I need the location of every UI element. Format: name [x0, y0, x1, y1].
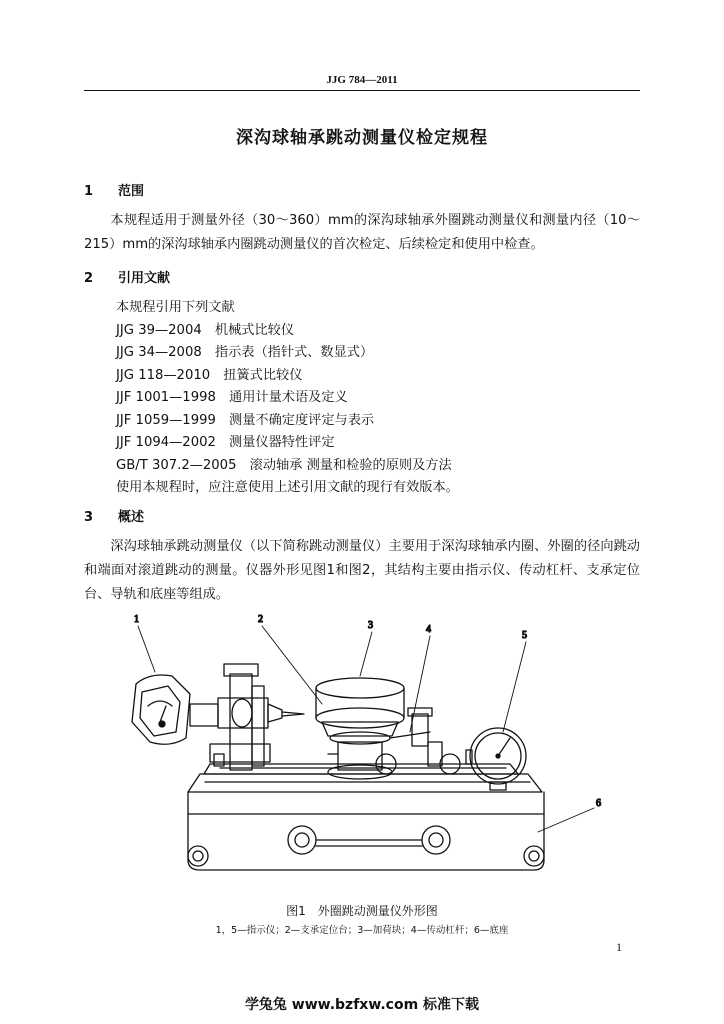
- reference-item: JJG 34—2008 指示表（指针式、数显式）: [116, 345, 374, 360]
- load-block: [316, 678, 404, 744]
- figure-caption: 图1 外圈跳动测量仪外形图: [286, 904, 438, 918]
- runout-gauge-figure: [110, 614, 620, 892]
- section-title: 概述: [118, 510, 145, 525]
- callout-label: 1: [134, 614, 139, 625]
- section-1-heading: [84, 180, 144, 199]
- references-list: [116, 297, 640, 500]
- reference-item: JJF 1094—2002 测量仪器特性评定: [116, 435, 335, 450]
- section-number: 1: [84, 184, 94, 199]
- callout-label: 5: [522, 630, 527, 641]
- reference-item: GB/T 307.2—2005 滚动轴承 测量和检验的原则及方法: [116, 457, 452, 473]
- callout-label: 6: [596, 798, 601, 809]
- page-number: 1: [616, 940, 622, 954]
- callout-label: 4: [426, 624, 431, 635]
- reference-item: JJF 1001—1998 通用计量术语及定义: [116, 390, 348, 405]
- figure-legend: 1，5—指示仪；2—支承定位台；3—加荷块；4—传动杠杆；6—底座: [215, 925, 509, 936]
- reference-item: JJF 1059—1999 测量不确定度评定与表示: [116, 412, 375, 428]
- section-title: 引用文献: [118, 271, 171, 286]
- references-closing: 使用本规程时，应注意使用上述引用文献的现行有效版本。: [116, 480, 459, 495]
- reference-item: JJG 118—2010 扭簧式比较仪: [116, 367, 303, 383]
- overview-text: 深沟球轴承跳动测量仪（以下简称跳动测量仪）主要用于深沟球轴承内圈、外圈的径向跳动和端面对滚道跳动的测量。仪器外形见图1和图2，其结构主要由指示仪、传动杠杆、支承定位台、导轨和底座等组成。: [84, 539, 640, 602]
- callout-label: 3: [368, 620, 373, 631]
- document-title: 深沟球轴承跳动测量仪检定规程: [236, 128, 488, 148]
- callout-leaders: [138, 626, 594, 832]
- section-3-heading: [84, 506, 144, 525]
- dial-indicator: [466, 728, 526, 790]
- callout-label: 2: [258, 614, 263, 625]
- scope-text: 本规程适用于测量外径（30～360）mm的深沟球轴承外圈跳动测量仪和测量内径（10～215）mm的深沟球轴承内圈跳动测量仪的首次检定、后续检定和使用中检查。: [84, 213, 640, 252]
- reference-item: JJG 39—2004 机械式比较仪: [116, 322, 295, 338]
- left-stand: [210, 664, 270, 770]
- section-number: 2: [84, 271, 94, 286]
- section-number: 3: [84, 510, 94, 525]
- section-2-heading: [84, 267, 170, 286]
- scope-paragraph: [84, 209, 640, 257]
- left-indicator: [132, 675, 304, 744]
- header-rule: [84, 90, 640, 91]
- standard-code-header: JJG 784—2011: [326, 74, 398, 86]
- references-intro: 本规程引用下列文献: [116, 300, 235, 315]
- overview-paragraph: [84, 535, 640, 607]
- section-title: 范围: [118, 184, 145, 199]
- site-watermark-footer: 学兔兔 www.bzfxw.com 标准下载: [244, 997, 480, 1013]
